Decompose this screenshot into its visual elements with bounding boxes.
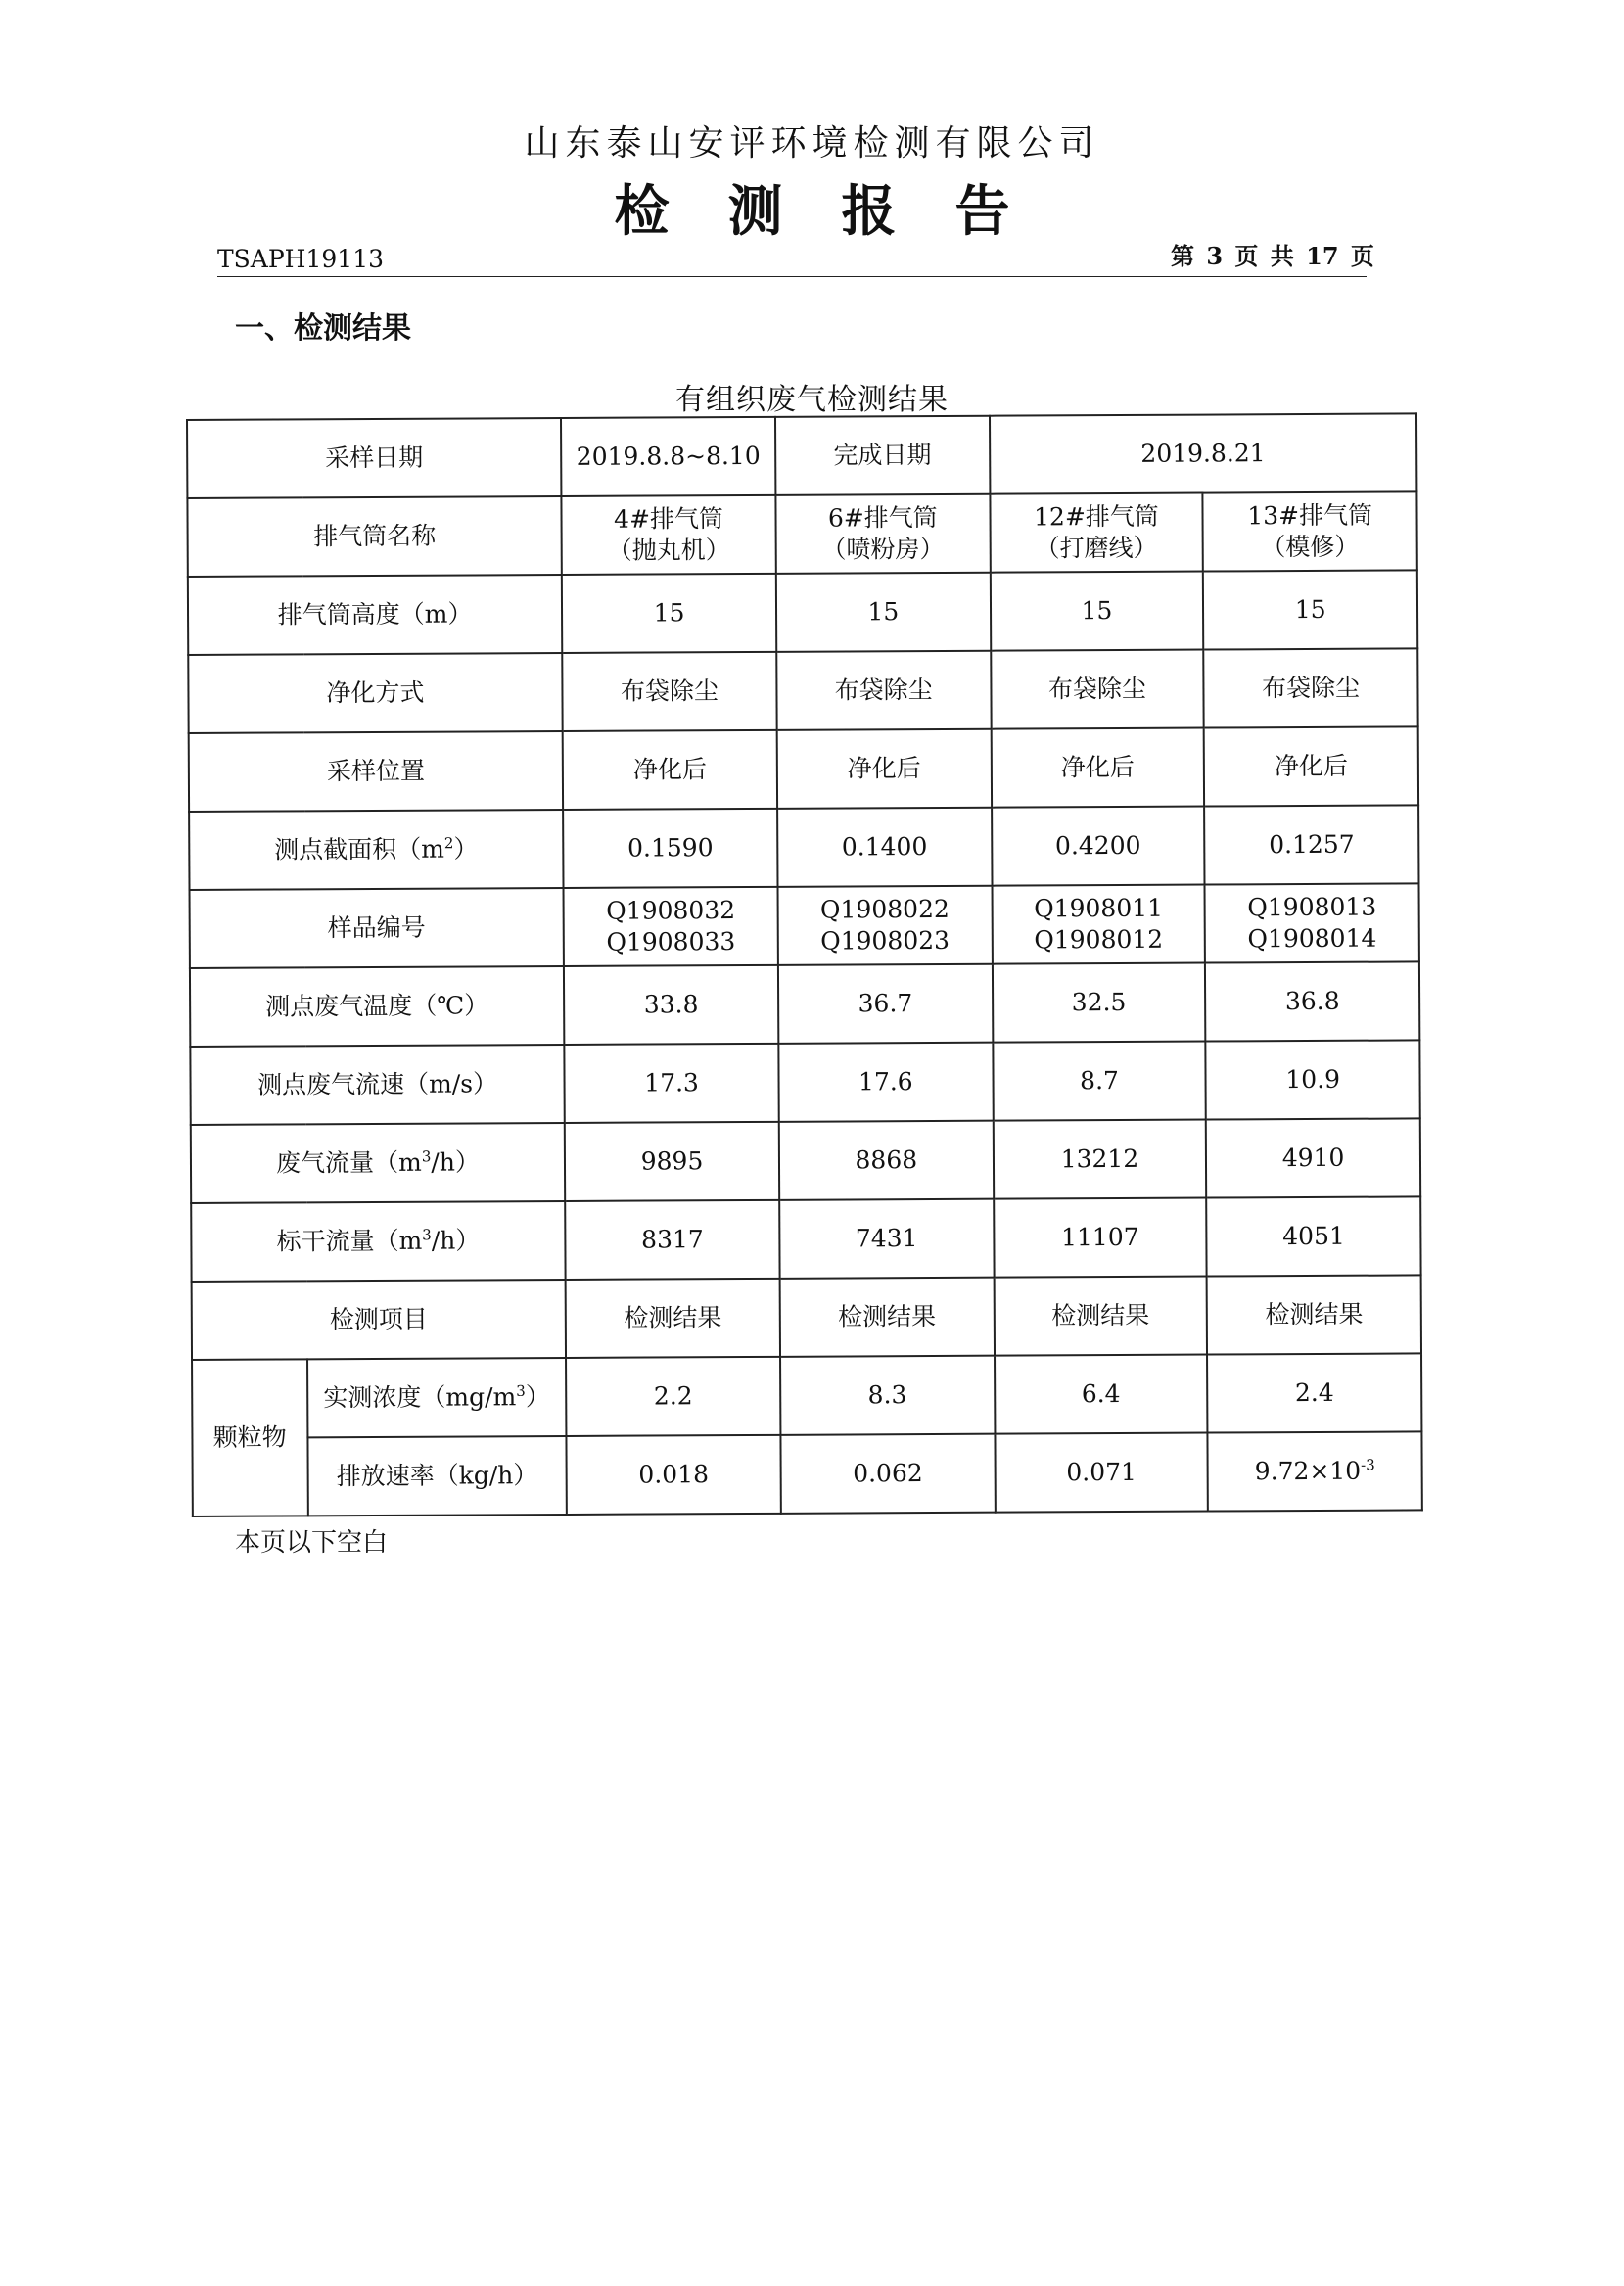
completion-date-label: 完成日期 — [775, 416, 990, 495]
table-row-purification — [188, 648, 1417, 733]
particulate-label: 颗粒物 — [192, 1359, 307, 1516]
table-row-test-item — [192, 1275, 1421, 1360]
table-cell: 15 — [1203, 570, 1417, 649]
row-label: 实测浓度$(mg/m^3)$ — [307, 1358, 567, 1437]
table-row-particulate-concentration — [192, 1353, 1421, 1438]
table-cell: 0.1590 — [563, 809, 777, 888]
table-cell: 15 — [562, 574, 776, 653]
table-row-particulate-rate — [192, 1431, 1421, 1516]
report-title: 检测报告 — [614, 179, 1069, 244]
table-cell: 11107 — [994, 1198, 1207, 1278]
table-row-sampling-date — [187, 413, 1416, 498]
table-cell: 8868 — [779, 1121, 994, 1200]
row-label: 标干流量$(m^3/h)$ — [191, 1201, 566, 1282]
table-row-velocity — [190, 1040, 1419, 1125]
sampling-date-value: 2019.8.8~8.10 — [561, 417, 775, 496]
table-cell: 0.018 — [567, 1435, 781, 1515]
table-cell: 0.4200 — [992, 807, 1205, 886]
row-label: 样品编号 — [190, 888, 565, 968]
table-cell: 17.3 — [564, 1044, 778, 1123]
table-cell: 净化后 — [563, 730, 777, 810]
stack-name: 4#排气筒 — [614, 503, 724, 534]
stack-name-cell — [562, 495, 776, 575]
stack-name: 12#排气筒 — [1034, 501, 1159, 531]
stack-name: 6#排气筒 — [827, 502, 938, 533]
table-cell: 8.7 — [993, 1042, 1206, 1121]
table-cell: Q1908011 Q1908012 — [992, 885, 1205, 964]
table-cell: 0.062 — [780, 1434, 995, 1514]
blank-page-note: 本页以下空白 — [235, 1528, 389, 1558]
table-row-stack-name — [187, 491, 1416, 577]
stack-desc: （抛丸机） — [607, 536, 730, 565]
table-cell: 净化后 — [1204, 726, 1418, 806]
table-cell: Q1908022 Q1908023 — [777, 886, 992, 965]
row-label: 测点截面积$(m^2)$ — [189, 810, 564, 890]
stack-desc: （打磨线） — [1035, 533, 1158, 563]
stack-name-label: 排气筒名称 — [187, 496, 562, 577]
table-cell: 净化后 — [991, 728, 1204, 808]
table-cell: 布袋除尘 — [1204, 648, 1418, 727]
table-cell: Q1908032 Q1908033 — [564, 887, 778, 966]
table-cell: 净化后 — [777, 729, 992, 809]
stack-desc: （模修） — [1261, 532, 1360, 562]
table-cell: 9895 — [565, 1122, 779, 1201]
table-cell: 检测结果 — [994, 1277, 1207, 1356]
table-row-sampling-position — [189, 726, 1418, 812]
table-cell: 36.7 — [778, 964, 993, 1044]
table-cell: 布袋除尘 — [991, 650, 1204, 729]
table-cell: 8317 — [565, 1200, 779, 1280]
stack-name-cell — [990, 493, 1203, 573]
row-label: 净化方式 — [188, 653, 563, 733]
table-cell: $9.72\times 10^{-3}$ — [1208, 1431, 1422, 1511]
row-label: 采样位置 — [189, 731, 564, 812]
table-row-gas-flow — [191, 1118, 1420, 1203]
table-cell: 布袋除尘 — [562, 652, 776, 731]
header-rule — [217, 276, 1367, 277]
table-row-stack-height — [188, 570, 1417, 655]
report-number: TSAPH19113 — [217, 245, 385, 273]
table-cell: 32.5 — [993, 963, 1206, 1043]
table-cell: 0.071 — [995, 1433, 1208, 1513]
table-cell: 7431 — [779, 1199, 994, 1279]
stack-name: 13#排气筒 — [1247, 500, 1373, 530]
table-cell: 2.4 — [1207, 1353, 1421, 1432]
completion-date-value: 2019.8.21 — [990, 413, 1417, 493]
table-cell: 布袋除尘 — [776, 651, 991, 730]
table-cell: Q1908013 Q1908014 — [1205, 883, 1419, 962]
sampling-date-label: 采样日期 — [187, 418, 562, 498]
table-cell: 17.6 — [778, 1043, 993, 1122]
table-cell: 检测结果 — [1207, 1275, 1421, 1354]
table-cell: 检测结果 — [780, 1278, 995, 1357]
page-indicator: 第 3 页 共 17 页 — [1171, 242, 1374, 270]
row-label: 排气筒高度（m） — [188, 575, 563, 655]
table-cell: 4910 — [1206, 1118, 1420, 1197]
table-cell: 15 — [776, 573, 991, 652]
table-cell: 0.1257 — [1204, 805, 1418, 884]
table-cell: 2.2 — [566, 1357, 780, 1436]
table-cell: 13212 — [993, 1120, 1206, 1199]
table-row-sample-id — [190, 883, 1419, 968]
table-cell: 检测结果 — [566, 1279, 780, 1358]
exhaust-gas-result-table — [186, 412, 1423, 1517]
table-cell: 33.8 — [564, 965, 778, 1045]
stack-name-cell — [775, 494, 990, 574]
table-cell: 4051 — [1206, 1196, 1420, 1276]
company-name: 山东泰山安评环境检测有限公司 — [524, 123, 1100, 163]
table-cell: 15 — [990, 572, 1203, 651]
table-row-temperature — [190, 961, 1419, 1047]
stack-desc: （喷粉房） — [821, 534, 945, 564]
table-cell: 36.8 — [1205, 961, 1419, 1041]
table-cell: 10.9 — [1206, 1040, 1420, 1119]
table-row-dry-flow — [191, 1196, 1420, 1282]
row-label: 测点废气温度（℃） — [190, 966, 565, 1047]
row-label: 废气流量$(m^3/h)$ — [191, 1123, 566, 1203]
row-label: 排放速率（kg/h） — [307, 1436, 567, 1516]
table-cell: 8.3 — [780, 1356, 995, 1435]
row-label: 检测项目 — [192, 1280, 567, 1360]
table-caption: 有组织废气检测结果 — [675, 383, 949, 417]
table-cell: 0.1400 — [777, 808, 992, 887]
stack-name-cell — [1203, 491, 1417, 571]
section-heading: 一、检测结果 — [235, 311, 411, 346]
row-label: 测点废气流速（m/s） — [190, 1045, 565, 1125]
table-cell: 6.4 — [995, 1355, 1208, 1434]
table-row-cross-section — [189, 805, 1418, 890]
